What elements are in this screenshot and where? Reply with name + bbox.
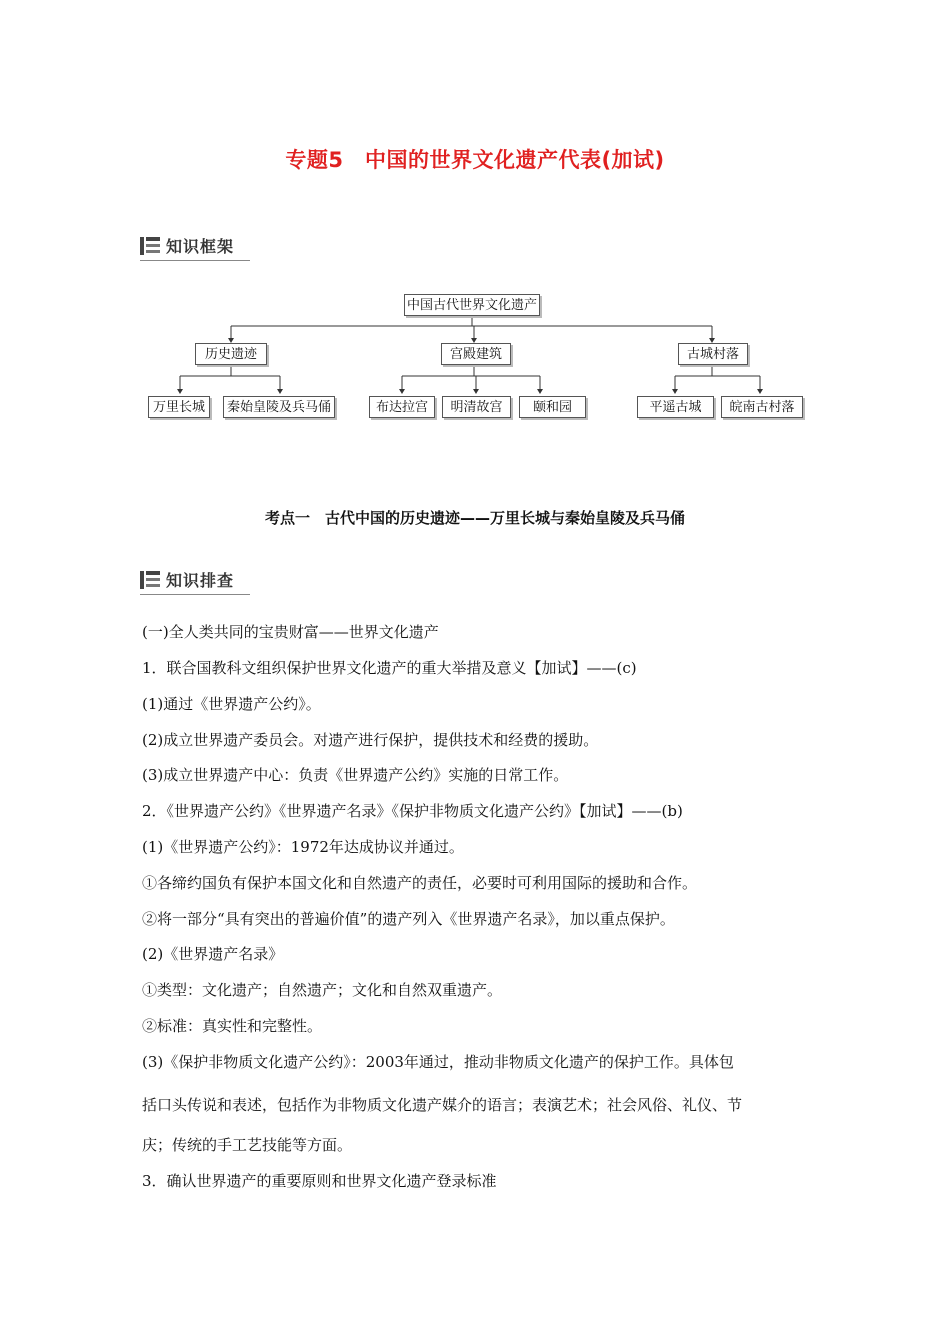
node-summer-palace: 颐和园 (519, 396, 586, 418)
section-heading-check (140, 568, 250, 595)
node-palaces: 宫殿建筑 (441, 343, 511, 365)
body-line: (1)《世界遗产公约》：1972年达成协议并通过。 (142, 838, 464, 856)
body-line: ①各缔约国负有保护本国文化和自然遗产的责任，必要时可利用国际的援助和合作。 (142, 874, 698, 892)
node-great-wall: 万里长城 (148, 396, 210, 418)
exam-point-heading: 考点一 古代中国的历史遗迹——万里长城与秦始皇陵及兵马俑 (264, 509, 685, 527)
body-line: (1)通过《世界遗产公约》。 (142, 695, 321, 713)
body-line: ①类型：文化遗产；自然遗产；文化和自然双重遗产。 (142, 981, 503, 999)
section-marker-icon (140, 571, 160, 589)
node-pingyao: 平遥古城 (637, 396, 714, 418)
body-line: ②将一部分“具有突出的普遍价值”的遗产列入《世界遗产名录》，加以重点保护。 (142, 910, 675, 928)
node-history-sites: 历史遗迹 (195, 343, 267, 365)
body-line: 括口头传说和表述，包括作为非物质文化遗产媒介的语言；表演艺术；社会风俗、礼仪、节 (142, 1096, 743, 1114)
node-root: 中国古代世界文化遗产 (404, 294, 540, 316)
page-title: 专题5 中国的世界文化遗产代表(加试) (285, 148, 665, 172)
body-line: (3)《保护非物质文化遗产公约》：2003年通过，推动非物质文化遗产的保护工作。具体包 (142, 1053, 734, 1071)
node-anhui-villages: 皖南古村落 (721, 396, 803, 418)
body-line: 1．联合国教科文组织保护世界文化遗产的重大举措及意义【加试】——(c) (142, 659, 637, 677)
node-potala-palace: 布达拉宫 (369, 396, 435, 418)
body-line: (一)全人类共同的宝贵财富——世界文化遗产 (142, 623, 439, 641)
body-line: 2．《世界遗产公约》《世界遗产名录》《保护非物质文化遗产公约》【加试】——(b) (142, 802, 683, 820)
node-forbidden-city: 明清故宫 (442, 396, 511, 418)
node-qin-mausoleum: 秦始皇陵及兵马俑 (223, 396, 335, 418)
node-ancient-towns: 古城村落 (678, 343, 748, 365)
body-line: (3)成立世界遗产中心：负责《世界遗产公约》实施的日常工作。 (142, 766, 569, 784)
body-line: (2)《世界遗产名录》 (142, 945, 284, 963)
section-heading-text: 知识框架 (166, 237, 235, 256)
body-line: (2)成立世界遗产委员会。对遗产进行保护，提供技术和经费的援助。 (142, 731, 599, 749)
body-line: ②标准：真实性和完整性。 (142, 1017, 323, 1035)
body-line: 庆；传统的手工艺技能等方面。 (142, 1136, 353, 1154)
body-line: 3．确认世界遗产的重要原则和世界文化遗产登录标准 (142, 1172, 497, 1190)
section-heading-text: 知识排查 (166, 571, 235, 590)
